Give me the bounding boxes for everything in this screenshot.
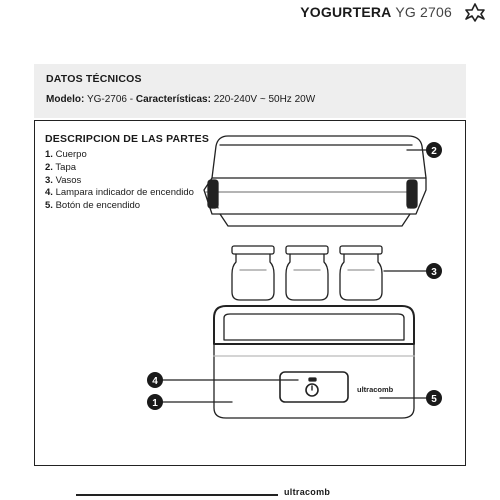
model-value: YG-2706 - xyxy=(86,94,134,105)
svg-text:3: 3 xyxy=(431,267,437,278)
characteristics-value: 220-240V ~ 50Hz 20W xyxy=(213,94,316,105)
svg-text:5: 5 xyxy=(431,394,437,405)
product-name: YOGURTERA xyxy=(300,4,392,20)
footer-brand: ultracomb xyxy=(284,487,331,497)
callout-1-marker xyxy=(147,394,163,410)
model-label: Modelo: xyxy=(46,94,85,105)
callout-3-marker xyxy=(426,263,442,279)
list-item: 1. Cuerpo xyxy=(45,149,87,160)
callout-2-marker xyxy=(426,142,442,158)
parts-title: DESCRIPCION DE LAS PARTES xyxy=(45,133,210,145)
jars-drawing xyxy=(232,246,382,300)
list-item: 3. Vasos xyxy=(45,174,82,186)
svg-text:4: 4 xyxy=(152,376,158,387)
device-brand-label: ultracomb xyxy=(357,385,394,394)
body-drawing xyxy=(214,306,414,418)
list-item: 4. Lampara indicador de encendido xyxy=(45,187,194,199)
svg-text:1: 1 xyxy=(152,398,158,409)
product-model: YG 2706 xyxy=(395,4,452,20)
lid-drawing xyxy=(204,136,426,226)
svg-text:2: 2 xyxy=(431,146,437,157)
list-item: 5. Botón de encendido xyxy=(45,200,141,212)
callout-4-marker xyxy=(147,372,163,388)
list-item: 2. Tapa xyxy=(45,161,77,173)
technical-data-title: DATOS TÉCNICOS xyxy=(46,73,142,85)
characteristics-label: Características: xyxy=(135,94,211,105)
callout-5-marker xyxy=(426,390,442,406)
footer-divider xyxy=(76,494,278,496)
